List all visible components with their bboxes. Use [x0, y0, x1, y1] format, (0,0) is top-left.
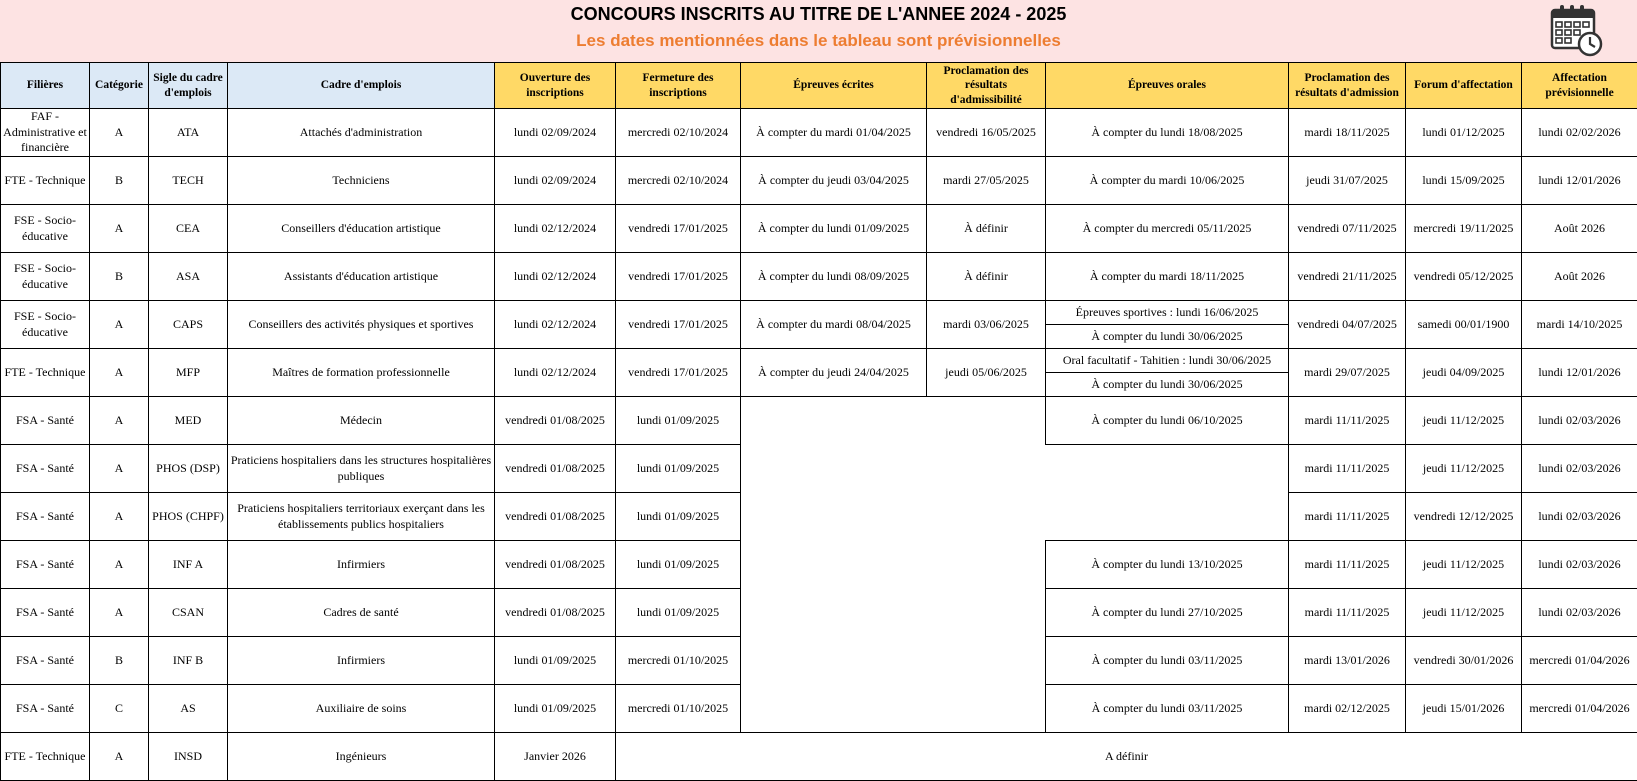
cell-ouverture: lundi 01/09/2025 — [495, 685, 616, 733]
cell-forum: jeudi 04/09/2025 — [1406, 349, 1522, 397]
cell-admission: vendredi 04/07/2025 — [1289, 301, 1406, 349]
cell-sigle: MFP — [149, 349, 228, 397]
cell-admission: mardi 11/11/2025 — [1289, 397, 1406, 445]
table-header-row — [1, 63, 1637, 109]
cell-affectation: lundi 02/03/2026 — [1522, 397, 1637, 445]
cell-orales: À compter du mardi 18/11/2025 — [1046, 253, 1289, 301]
cell-admission: mardi 02/12/2025 — [1289, 685, 1406, 733]
cell-orales: À compter du lundi 03/11/2025 — [1046, 685, 1289, 733]
cell-ecrites: À compter du lundi 08/09/2025 — [741, 253, 927, 301]
cell-ouverture: vendredi 01/08/2025 — [495, 397, 616, 445]
cell-cadre: Cadres de santé — [228, 589, 495, 637]
cell-cadre: Ingénieurs — [228, 733, 495, 781]
cell-ouverture: lundi 02/12/2024 — [495, 349, 616, 397]
cell-admission: mardi 11/11/2025 — [1289, 589, 1406, 637]
cell-sigle: ASA — [149, 253, 228, 301]
cell-admission: mardi 13/01/2026 — [1289, 637, 1406, 685]
col-header: Fermeture des inscriptions — [616, 63, 741, 109]
cell-orales: À compter du mercredi 05/11/2025 — [1046, 205, 1289, 253]
table-row — [1, 109, 1637, 157]
cell-admission: mardi 11/11/2025 — [1289, 445, 1406, 493]
col-header: Épreuves orales — [1046, 63, 1289, 109]
cell-cadre: Techniciens — [228, 157, 495, 205]
col-header: Cadre d'emplois — [228, 63, 495, 109]
cell-filiere: FSE - Socio-éducative — [1, 301, 90, 349]
page-title: CONCOURS INSCRITS AU TITRE DE L'ANNEE 2024 - 2025 — [0, 4, 1637, 25]
cell-fermeture: lundi 01/09/2025 — [616, 541, 741, 589]
cell-admissibilite: jeudi 05/06/2025 — [927, 349, 1046, 397]
cell-cadre: Conseillers d'éducation artistique — [228, 205, 495, 253]
cell-fermeture: mercredi 01/10/2025 — [616, 637, 741, 685]
orales-line: À compter du lundi 30/06/2025 — [1046, 325, 1288, 348]
cell-affectation: lundi 12/01/2026 — [1522, 349, 1637, 397]
cell-cadre: Praticiens hospitaliers territoriaux exerçant dans les établissements publics hospitaliers — [228, 493, 495, 541]
cell-categorie: A — [90, 541, 149, 589]
cell-admissibilite: mardi 03/06/2025 — [927, 301, 1046, 349]
cell-filiere: FSA - Santé — [1, 541, 90, 589]
col-header: Filières — [1, 63, 90, 109]
cell-affectation: lundi 02/02/2026 — [1522, 109, 1637, 157]
cell-admission: mardi 29/07/2025 — [1289, 349, 1406, 397]
cell-sigle: INF A — [149, 541, 228, 589]
cell-affectation: lundi 02/03/2026 — [1522, 493, 1637, 541]
cell-categorie: A — [90, 445, 149, 493]
cell-filiere: FSE - Socio-éducative — [1, 205, 90, 253]
cell-fermeture: mercredi 02/10/2024 — [616, 157, 741, 205]
table-row — [1, 157, 1637, 205]
cell-orales: À compter du lundi 13/10/2025 — [1046, 541, 1289, 589]
cell-forum: jeudi 11/12/2025 — [1406, 589, 1522, 637]
col-header: Proclamation des résultats d'admissibilité — [927, 63, 1046, 109]
cell-sigle: CEA — [149, 205, 228, 253]
cell-filiere: FAF - Administrative et financière — [1, 109, 90, 157]
cell-ouverture: vendredi 01/08/2025 — [495, 445, 616, 493]
cell-categorie: A — [90, 493, 149, 541]
cell-affectation: lundi 02/03/2026 — [1522, 445, 1637, 493]
cell-sigle: MED — [149, 397, 228, 445]
cell-fermeture: mercredi 02/10/2024 — [616, 109, 741, 157]
cell-sigle: AS — [149, 685, 228, 733]
cell-filiere: FSA - Santé — [1, 493, 90, 541]
cell-fermeture: lundi 01/09/2025 — [616, 445, 741, 493]
cell-admissibilite: À définir — [927, 205, 1046, 253]
cell-forum: mercredi 19/11/2025 — [1406, 205, 1522, 253]
cell-ouverture: lundi 02/12/2024 — [495, 253, 616, 301]
cell-categorie: B — [90, 637, 149, 685]
cell-orales — [1046, 349, 1289, 397]
cell-admission: mardi 11/11/2025 — [1289, 541, 1406, 589]
cell-sigle: PHOS (DSP) — [149, 445, 228, 493]
cell-affectation: Août 2026 — [1522, 205, 1637, 253]
table-row — [1, 205, 1637, 253]
cell-admission: mardi 11/11/2025 — [1289, 493, 1406, 541]
cell-filiere: FSA - Santé — [1, 589, 90, 637]
table-row — [1, 253, 1637, 301]
cell-cadre: Praticiens hospitaliers dans les structures hospitalières publiques — [228, 445, 495, 493]
cell-ouverture: lundi 02/09/2024 — [495, 157, 616, 205]
cell-categorie: B — [90, 253, 149, 301]
cell-admissibilite: mardi 27/05/2025 — [927, 157, 1046, 205]
col-header: Sigle du cadre d'emplois — [149, 63, 228, 109]
cell-ouverture: lundi 01/09/2025 — [495, 637, 616, 685]
cell-fermeture: lundi 01/09/2025 — [616, 493, 741, 541]
cell-fermeture: vendredi 17/01/2025 — [616, 301, 741, 349]
cell-filiere: FSA - Santé — [1, 685, 90, 733]
col-header: Épreuves écrites — [741, 63, 927, 109]
cell-fermeture: vendredi 17/01/2025 — [616, 253, 741, 301]
cell-affectation: lundi 02/03/2026 — [1522, 589, 1637, 637]
cell-forum: lundi 15/09/2025 — [1406, 157, 1522, 205]
cell-admissibilite: À définir — [927, 253, 1046, 301]
cell-affectation: lundi 12/01/2026 — [1522, 157, 1637, 205]
empty-block — [741, 397, 1046, 733]
cell-ouverture: vendredi 01/08/2025 — [495, 541, 616, 589]
col-header: Proclamation des résultats d'admission — [1289, 63, 1406, 109]
cell-forum: jeudi 15/01/2026 — [1406, 685, 1522, 733]
concours-table — [0, 62, 1637, 781]
cell-admissibilite: vendredi 16/05/2025 — [927, 109, 1046, 157]
cell-cadre: Médecin — [228, 397, 495, 445]
table-row — [1, 301, 1637, 349]
cell-affectation: mardi 14/10/2025 — [1522, 301, 1637, 349]
cell-ouverture: lundi 02/09/2024 — [495, 109, 616, 157]
cell-filiere: FTE - Technique — [1, 157, 90, 205]
cell-orales: À compter du lundi 06/10/2025 — [1046, 397, 1289, 445]
cell-forum: jeudi 11/12/2025 — [1406, 397, 1522, 445]
cell-sigle: TECH — [149, 157, 228, 205]
cell-admission: vendredi 07/11/2025 — [1289, 205, 1406, 253]
cell-orales — [1046, 301, 1289, 349]
cell-fermeture: vendredi 17/01/2025 — [616, 349, 741, 397]
cell-categorie: B — [90, 157, 149, 205]
cell-affectation: mercredi 01/04/2026 — [1522, 637, 1637, 685]
cell-categorie: A — [90, 733, 149, 781]
cell-forum: vendredi 30/01/2026 — [1406, 637, 1522, 685]
cell-ouverture: Janvier 2026 — [495, 733, 616, 781]
cell-categorie: C — [90, 685, 149, 733]
cell-fermeture: lundi 01/09/2025 — [616, 397, 741, 445]
cell-cadre: Maîtres de formation professionnelle — [228, 349, 495, 397]
cell-fermeture: mercredi 01/10/2025 — [616, 685, 741, 733]
orales-line: À compter du lundi 30/06/2025 — [1046, 373, 1288, 396]
cell-cadre: Assistants d'éducation artistique — [228, 253, 495, 301]
cell-forum: lundi 01/12/2025 — [1406, 109, 1522, 157]
cell-forum: jeudi 11/12/2025 — [1406, 541, 1522, 589]
cell-sigle: PHOS (CHPF) — [149, 493, 228, 541]
cell-filiere: FSE - Socio-éducative — [1, 253, 90, 301]
cell-ecrites: À compter du jeudi 03/04/2025 — [741, 157, 927, 205]
cell-forum: samedi 00/01/1900 — [1406, 301, 1522, 349]
cell-cadre: Infirmiers — [228, 637, 495, 685]
cell-ecrites: À compter du mardi 01/04/2025 — [741, 109, 927, 157]
cell-categorie: A — [90, 109, 149, 157]
cell-orales: À compter du lundi 18/08/2025 — [1046, 109, 1289, 157]
cell-ouverture: lundi 02/12/2024 — [495, 301, 616, 349]
cell-sigle: INF B — [149, 637, 228, 685]
cell-cadre: Attachés d'administration — [228, 109, 495, 157]
cell-filiere: FSA - Santé — [1, 637, 90, 685]
cell-sigle: CAPS — [149, 301, 228, 349]
cell-categorie: A — [90, 589, 149, 637]
cell-fermeture: lundi 01/09/2025 — [616, 589, 741, 637]
cell-sigle: INSD — [149, 733, 228, 781]
cell-filiere: FSA - Santé — [1, 397, 90, 445]
cell-sigle: ATA — [149, 109, 228, 157]
cell-admission: mardi 18/11/2025 — [1289, 109, 1406, 157]
cell-forum: vendredi 05/12/2025 — [1406, 253, 1522, 301]
cell-filiere: FSA - Santé — [1, 445, 90, 493]
cell-affectation: mercredi 01/04/2026 — [1522, 685, 1637, 733]
cell-ecrites: À compter du mardi 08/04/2025 — [741, 301, 927, 349]
cell-sigle: CSAN — [149, 589, 228, 637]
cell-categorie: A — [90, 301, 149, 349]
cell-categorie: A — [90, 205, 149, 253]
col-header: Forum d'affectation — [1406, 63, 1522, 109]
table-row — [1, 349, 1637, 397]
col-header: Catégorie — [90, 63, 149, 109]
cell-fermeture: vendredi 17/01/2025 — [616, 205, 741, 253]
page-subtitle: Les dates mentionnées dans le tableau sont prévisionnelles — [0, 31, 1637, 51]
cell-ecrites: À compter du lundi 01/09/2025 — [741, 205, 927, 253]
cell-a-definir: A définir — [616, 733, 1637, 781]
cell-ecrites: À compter du jeudi 24/04/2025 — [741, 349, 927, 397]
cell-orales: À compter du mardi 10/06/2025 — [1046, 157, 1289, 205]
table-row — [1, 733, 1637, 781]
col-header: Affectation prévisionnelle — [1522, 63, 1637, 109]
cell-affectation: lundi 02/03/2026 — [1522, 541, 1637, 589]
cell-categorie: A — [90, 349, 149, 397]
cell-affectation: Août 2026 — [1522, 253, 1637, 301]
cell-cadre: Infirmiers — [228, 541, 495, 589]
cell-filiere: FTE - Technique — [1, 349, 90, 397]
orales-line: Épreuves sportives : lundi 16/06/2025 — [1046, 301, 1288, 325]
cell-filiere: FTE - Technique — [1, 733, 90, 781]
calendar-icon — [1548, 2, 1606, 58]
cell-ouverture: vendredi 01/08/2025 — [495, 493, 616, 541]
cell-orales: À compter du lundi 27/10/2025 — [1046, 589, 1289, 637]
orales-line: Oral facultatif - Tahitien : lundi 30/06/2025 — [1046, 349, 1288, 373]
cell-cadre: Auxiliaire de soins — [228, 685, 495, 733]
table-row — [1, 397, 1637, 445]
cell-forum: jeudi 11/12/2025 — [1406, 445, 1522, 493]
cell-orales: À compter du lundi 03/11/2025 — [1046, 637, 1289, 685]
col-header: Ouverture des inscriptions — [495, 63, 616, 109]
cell-admission: vendredi 21/11/2025 — [1289, 253, 1406, 301]
cell-categorie: A — [90, 397, 149, 445]
cell-admission: jeudi 31/07/2025 — [1289, 157, 1406, 205]
cell-ouverture: vendredi 01/08/2025 — [495, 589, 616, 637]
empty-block — [1046, 445, 1289, 541]
cell-forum: vendredi 12/12/2025 — [1406, 493, 1522, 541]
cell-cadre: Conseillers des activités physiques et sportives — [228, 301, 495, 349]
cell-ouverture: lundi 02/12/2024 — [495, 205, 616, 253]
